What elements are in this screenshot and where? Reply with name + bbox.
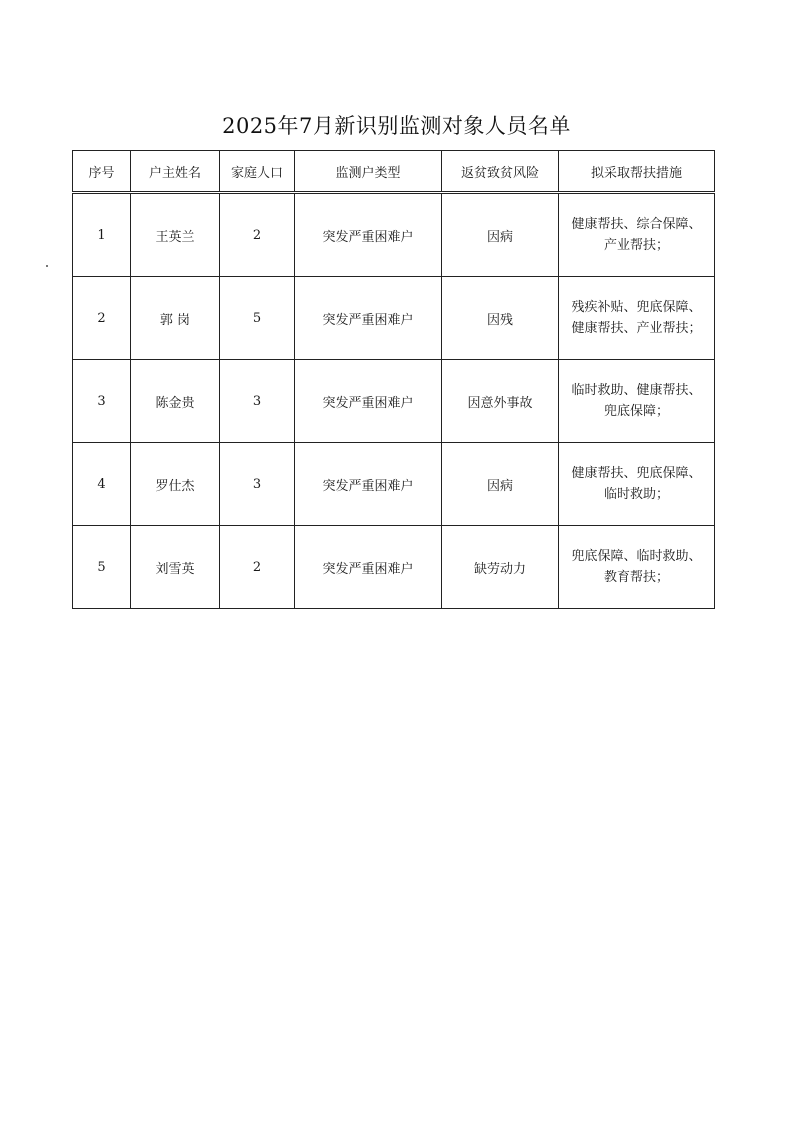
table-row	[73, 526, 715, 609]
table-row	[73, 443, 715, 526]
cell-household-head: 郭 岗	[131, 277, 220, 360]
cell-household-size: 2	[220, 193, 295, 277]
header-assistance-measures: 拟采取帮扶措施	[559, 151, 715, 193]
cell-monitoring-type: 突发严重困难户	[295, 526, 442, 609]
cell-assistance-measures	[559, 193, 715, 277]
table-row	[73, 277, 715, 360]
cell-monitoring-type: 突发严重困难户	[295, 193, 442, 277]
cell-household-head: 陈金贵	[131, 360, 220, 443]
scan-speck	[46, 265, 48, 267]
table-row	[73, 360, 715, 443]
cell-poverty-risk: 因病	[442, 443, 559, 526]
cell-serial-no: 1	[73, 193, 131, 277]
cell-household-size: 3	[220, 360, 295, 443]
measures-line: 临时救助、健康帮扶、	[571, 383, 702, 398]
cell-serial-no: 5	[73, 526, 131, 609]
measures-line: 残疾补贴、兜底保障、	[571, 300, 702, 315]
page-title: 2025年7月新识别监测对象人员名单	[222, 114, 571, 138]
cell-monitoring-type: 突发严重困难户	[295, 360, 442, 443]
cell-household-size: 2	[220, 526, 295, 609]
cell-poverty-risk: 因病	[442, 193, 559, 277]
cell-assistance-measures	[559, 443, 715, 526]
cell-assistance-measures	[559, 526, 715, 609]
measures-line: 健康帮扶、综合保障、	[571, 217, 702, 232]
cell-assistance-measures	[559, 360, 715, 443]
measures-line: 临时救助；	[603, 487, 669, 502]
header-monitoring-type: 监测户类型	[295, 151, 442, 193]
cell-household-size: 3	[220, 443, 295, 526]
measures-line: 兜底保障；	[603, 404, 669, 419]
cell-serial-no: 2	[73, 277, 131, 360]
cell-poverty-risk: 因残	[442, 277, 559, 360]
cell-household-head: 王英兰	[131, 193, 220, 277]
measures-line: 产业帮扶；	[603, 238, 669, 253]
header-household-head: 户主姓名	[131, 151, 220, 193]
measures-line: 教育帮扶；	[603, 570, 669, 585]
header-serial-no: 序号	[73, 151, 131, 193]
cell-household-head: 罗仕杰	[131, 443, 220, 526]
measures-line: 兜底保障、临时救助、	[571, 549, 702, 564]
header-poverty-risk: 返贫致贫风险	[442, 151, 559, 193]
monitoring-roster-table	[72, 150, 715, 609]
measures-line: 健康帮扶、产业帮扶；	[571, 321, 702, 336]
cell-monitoring-type: 突发严重困难户	[295, 443, 442, 526]
cell-household-size: 5	[220, 277, 295, 360]
cell-monitoring-type: 突发严重困难户	[295, 277, 442, 360]
cell-serial-no: 3	[73, 360, 131, 443]
cell-serial-no: 4	[73, 443, 131, 526]
table-row	[73, 193, 715, 277]
header-household-size: 家庭人口	[220, 151, 295, 193]
table-header-row	[73, 151, 715, 193]
cell-household-head: 刘雪英	[131, 526, 220, 609]
measures-line: 健康帮扶、兜底保障、	[571, 466, 702, 481]
cell-assistance-measures	[559, 277, 715, 360]
cell-poverty-risk: 缺劳动力	[442, 526, 559, 609]
cell-poverty-risk: 因意外事故	[442, 360, 559, 443]
